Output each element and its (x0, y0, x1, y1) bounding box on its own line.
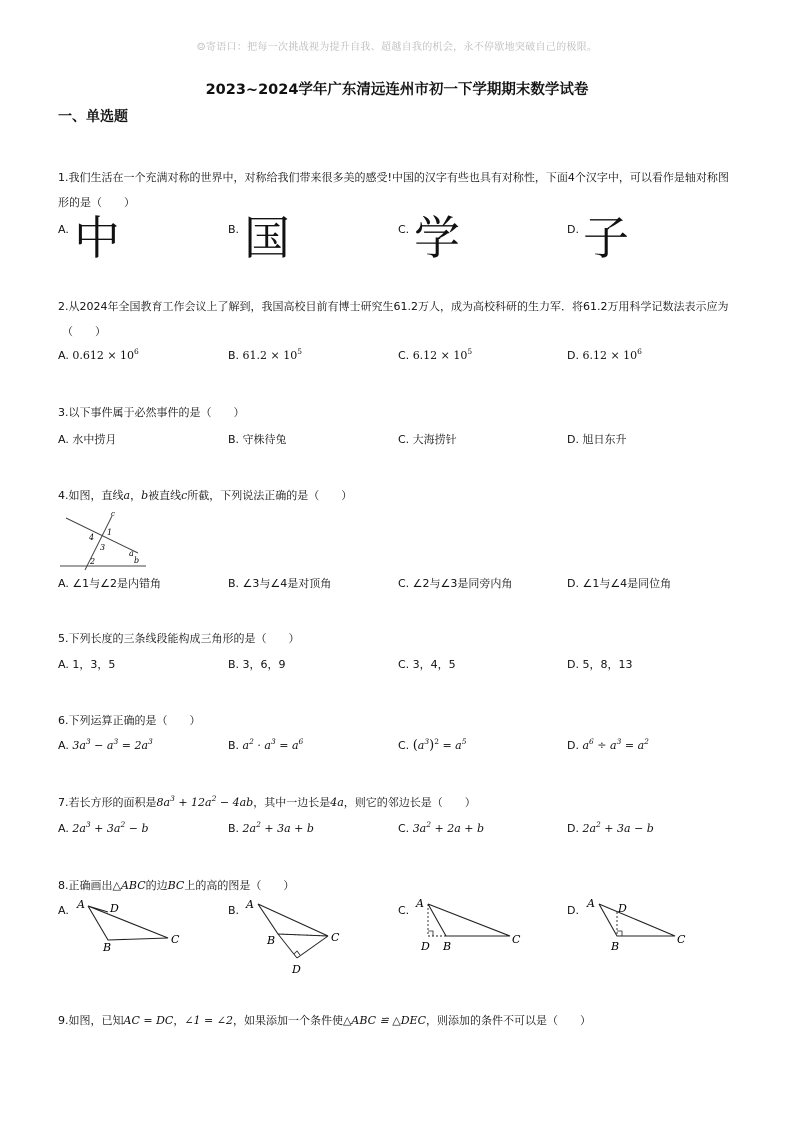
question-3-stem: 3.以下事件属于必然事件的是（ ） (58, 406, 245, 419)
q5-option-c[interactable]: C. 3，4，5 (398, 658, 456, 671)
q1-char-b: 国 (244, 211, 290, 265)
question-2-stem-line1: 2.从2024年全国教育工作会议上了解到，我国高校目前有博士研究生61.2万人，成为高校科研的生力军．将61.2万用科学记数法表示应为 (58, 300, 729, 313)
q2-option-d[interactable]: D. $6.12 \times 10^6$ (567, 347, 642, 362)
svg-text:B: B (443, 940, 452, 953)
q6-option-a[interactable]: A. $3a^3 - a^3 = 2a^3$ (58, 737, 153, 752)
q8-option-b[interactable]: B. (228, 904, 240, 917)
svg-text:A: A (416, 897, 424, 910)
q3-option-c[interactable]: C. 大海捞针 (398, 433, 457, 446)
q2-option-b[interactable]: B. $61.2 \times 10^5$ (228, 347, 303, 362)
svg-text:C: C (512, 933, 521, 946)
section-heading: 一、单选题 (58, 109, 128, 125)
q1-option-b[interactable] (228, 218, 239, 237)
option-label: B. (228, 223, 240, 236)
option-expr: $61.2 \times 10^5$ (242, 347, 303, 362)
option-expr: $6.12 \times 10^6$ (582, 347, 642, 362)
q4-option-b[interactable]: B. ∠3与∠4是对顶角 (228, 577, 332, 590)
question-2 (58, 294, 748, 344)
q8-option-a[interactable]: A. (58, 904, 69, 917)
q1-option-c[interactable] (398, 218, 409, 237)
svg-text:D: D (110, 902, 119, 915)
q1-char-c: 学 (414, 211, 460, 265)
question-5-stem: 5.下列长度的三条线段能构成三角形的是（ ） (58, 632, 300, 645)
q4-option-d[interactable]: D. ∠1与∠4是同位角 (567, 577, 672, 590)
q2-option-c[interactable]: C. $6.12 \times 10^5$ (398, 347, 473, 362)
q7-option-d[interactable]: D. $2a^2 + 3a - b$ (567, 820, 654, 835)
q6-option-c[interactable]: C. $(a^3)^2 = a^5$ (398, 737, 467, 753)
q3-option-b[interactable]: B. 守株待兔 (228, 433, 287, 446)
svg-text:A: A (77, 898, 85, 911)
q4-figure (58, 508, 148, 572)
svg-text:B: B (267, 934, 276, 947)
label-4: 4 (89, 533, 95, 542)
q1-char-d: 子 (583, 211, 629, 265)
option-label: C. (398, 223, 410, 236)
q8-figure-d (581, 896, 701, 954)
question-1 (58, 165, 748, 215)
q6-option-b[interactable]: B. $a^2 \cdot a^3 = a^6$ (228, 737, 304, 752)
label-1: 1 (107, 528, 113, 537)
q3-option-d[interactable]: D. 旭日东升 (567, 433, 627, 446)
q8-figure-b (242, 896, 362, 980)
label-c: c (111, 510, 115, 518)
question-1-stem-line2: 形的是（ ） (58, 196, 135, 209)
label-2: 2 (90, 557, 96, 566)
q3-option-a[interactable]: A. 水中捞月 (58, 433, 117, 446)
question-8-stem: 8.正确画出△ABC的边BC上的高的图是（ ） (58, 879, 295, 892)
option-expr: $0.612 \times 10^6$ (72, 347, 139, 362)
q1-char-a: 中 (74, 211, 120, 265)
question-4-stem: 4.如图，直线a，b被直线c所截，下列说法正确的是（ ） (58, 489, 353, 502)
q7-option-c[interactable]: C. $3a^2 + 2a + b$ (398, 820, 485, 835)
q5-option-b[interactable]: B. 3，6，9 (228, 658, 286, 671)
q7-option-a[interactable]: A. $2a^3 + 3a^2 - b$ (58, 820, 149, 835)
svg-text:D: D (421, 940, 430, 953)
q8-option-d[interactable]: D. (567, 904, 579, 917)
q1-option-a[interactable] (58, 218, 69, 237)
q8-option-c[interactable]: C. (398, 904, 410, 917)
svg-text:A: A (246, 898, 254, 911)
label-b: b (134, 556, 140, 565)
label-a: a (129, 549, 134, 558)
question-6-stem: 6.下列运算正确的是（ ） (58, 714, 201, 727)
q1-option-d[interactable] (567, 218, 579, 237)
q7-option-b[interactable]: B. $2a^2 + 3a + b$ (228, 820, 314, 835)
q5-option-d[interactable]: D. 5，8，13 (567, 658, 633, 671)
label-3: 3 (100, 543, 106, 552)
q8-figure-a (72, 896, 192, 954)
q2-option-a[interactable]: A. $0.612 \times 10^6$ (58, 347, 139, 362)
option-label: A. (58, 223, 69, 236)
q8-figure-c (412, 896, 532, 954)
svg-text:C: C (677, 933, 686, 946)
option-expr: $6.12 \times 10^5$ (412, 347, 473, 362)
q4-option-a[interactable]: A. ∠1与∠2是内错角 (58, 577, 162, 590)
question-1-stem-line1: 1.我们生活在一个充满对称的世界中，对称给我们带来很多美的感受!中国的汉字有些也具有对称性，下面4个汉字中，可以看作是轴对称图 (58, 171, 729, 184)
svg-text:B: B (103, 941, 112, 954)
option-label: D. (567, 223, 579, 236)
motto-header: ☺寄语口：把每一次挑战视为提升自我、超越自我的机会，永不停歇地突破自己的极限。 (196, 42, 598, 53)
page-title: 2023~2024学年广东清远连州市初一下学期期末数学试卷 (205, 82, 589, 98)
svg-text:B: B (611, 940, 620, 953)
question-7-stem: 7.若长方形的面积是$8a^3 + 12a^2 - 4ab$，其中一边长是4a，则它的邻边长是（ ） (58, 794, 476, 809)
svg-text:C: C (331, 931, 340, 944)
question-9-stem: 9.如图，已知AC = DC，∠1 = ∠2，如果添加一个条件使△ABC ≌ △DEC，则添加的条件不可以是（ ） (58, 1014, 591, 1027)
svg-text:C: C (171, 933, 180, 946)
question-2-stem-line2: （ ） (62, 325, 106, 338)
q4-option-c[interactable]: C. ∠2与∠3是同旁内角 (398, 577, 513, 590)
q6-option-d[interactable]: D. $a^6 \div a^3 = a^2$ (567, 737, 649, 752)
svg-text:D: D (292, 963, 301, 976)
svg-text:A: A (587, 897, 595, 910)
q5-option-a[interactable]: A. 1，3，5 (58, 658, 116, 671)
svg-text:D: D (618, 902, 627, 915)
